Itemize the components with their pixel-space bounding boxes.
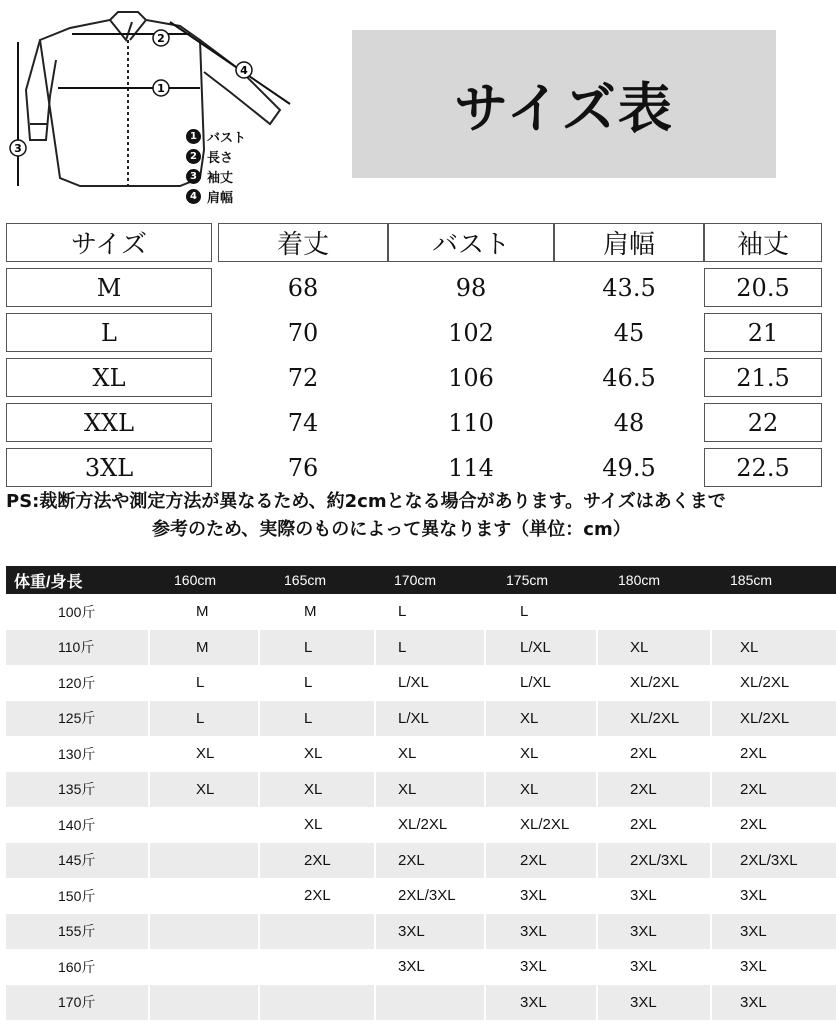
column-separator [258, 736, 260, 772]
weight-label: 170斤 [58, 994, 96, 1011]
weight-label: 130斤 [58, 745, 96, 762]
size-recommendation-cell: 2XL [740, 816, 767, 834]
legend-label: 肩幅 [207, 190, 234, 206]
size-recommendation-cell: 3XL [520, 922, 547, 940]
table-row [6, 263, 810, 308]
column-separator [710, 665, 712, 701]
corner-label: 体重/身長 [14, 573, 83, 591]
column-separator [148, 736, 150, 772]
column-separator [258, 665, 260, 701]
table-row [6, 878, 836, 914]
table-row [6, 985, 836, 1021]
column-separator [374, 665, 376, 701]
table-row [6, 772, 836, 808]
size-recommendation-cell: 3XL [520, 993, 547, 1011]
weight-label: 160斤 [58, 958, 96, 975]
weight-label: 125斤 [58, 710, 96, 727]
column-separator [374, 985, 376, 1021]
size-recommendation-cell: 2XL [630, 745, 657, 763]
size-table-header [6, 218, 810, 263]
size-recommendation-cell: L [398, 603, 407, 621]
wh-table-header [6, 566, 836, 594]
table-row [6, 843, 836, 879]
title-banner [352, 30, 776, 178]
header-cell: バスト [388, 223, 554, 262]
marker-3: 3 [14, 142, 22, 155]
table-row [6, 308, 810, 353]
size-recommendation-cell: 3XL [630, 993, 657, 1011]
size-recommendation-cell: XL/2XL [740, 709, 790, 727]
column-separator [596, 878, 598, 914]
size-recommendation-cell: XL [520, 709, 539, 727]
column-separator [596, 630, 598, 666]
size-recommendation-cell: 2XL [630, 780, 657, 798]
size-recommendation-cell: XL [196, 745, 215, 763]
column-separator [258, 949, 260, 985]
bust-cell: 98 [455, 273, 487, 302]
weight-label: 110斤 [58, 639, 95, 656]
size-recommendation-cell: 2XL [398, 851, 425, 869]
wh-table-body [6, 594, 836, 1020]
table-row [6, 949, 836, 985]
shoulder-cell: 46.5 [602, 363, 656, 392]
page-title: サイズ表 [454, 76, 674, 140]
table-row [6, 701, 836, 737]
weight-label: 100斤 [58, 603, 96, 620]
column-separator [374, 772, 376, 808]
size-recommendation-cell: XL [520, 780, 539, 798]
column-separator [484, 914, 486, 950]
size-recommendation-cell: 3XL [398, 958, 425, 976]
column-separator [484, 807, 486, 843]
column-separator [484, 843, 486, 879]
size-recommendation-cell: L [520, 603, 529, 621]
column-separator [258, 878, 260, 914]
size-recommendation-cell: L [196, 709, 205, 727]
legend-item [186, 126, 296, 146]
length-cell: 76 [287, 453, 319, 482]
weight-label: 140斤 [58, 816, 96, 833]
size-cell: M [6, 268, 212, 307]
size-recommendation-cell: 3XL [630, 922, 657, 940]
column-separator [374, 843, 376, 879]
column-separator [596, 843, 598, 879]
column-separator [484, 949, 486, 985]
table-row [6, 914, 836, 950]
legend-number: 3 [186, 169, 201, 184]
size-recommendation-cell: L [304, 674, 313, 692]
column-separator [148, 594, 150, 630]
column-separator [596, 985, 598, 1021]
column-separator [596, 736, 598, 772]
size-recommendation-cell: M [304, 603, 317, 621]
legend-item [186, 166, 296, 186]
weight-height-table [6, 566, 836, 1020]
bust-cell: 114 [448, 453, 494, 482]
column-separator [484, 701, 486, 737]
table-row [6, 594, 836, 630]
weight-label: 120斤 [58, 674, 96, 691]
column-separator [596, 701, 598, 737]
table-row [6, 736, 836, 772]
size-recommendation-cell: XL [196, 780, 215, 798]
marker-1: 1 [157, 82, 165, 95]
size-recommendation-cell: 3XL [740, 958, 767, 976]
marker-2: 2 [157, 32, 165, 45]
size-recommendation-cell: XL [520, 745, 539, 763]
size-recommendation-cell: 2XL/3XL [740, 851, 798, 869]
height-header: 170cm [394, 572, 437, 588]
size-recommendation-cell: L [304, 638, 313, 656]
size-recommendation-cell: 3XL [740, 922, 767, 940]
column-separator [374, 594, 376, 630]
column-separator [596, 594, 598, 630]
header-cell: 着丈 [218, 223, 388, 262]
column-separator [148, 843, 150, 879]
size-recommendation-cell: 2XL [304, 851, 331, 869]
shirt-body-outline [40, 12, 204, 186]
length-cell: 74 [287, 408, 319, 437]
size-recommendation-cell: 3XL [398, 922, 425, 940]
column-separator [374, 878, 376, 914]
sleeve-cell: 21 [704, 313, 822, 352]
table-row [6, 443, 810, 488]
size-recommendation-cell: XL [740, 638, 759, 656]
sleeve-cell: 22.5 [704, 448, 822, 487]
size-recommendation-cell: XL [304, 816, 323, 834]
legend-item [186, 146, 296, 166]
size-recommendation-cell: XL/2XL [630, 709, 680, 727]
legend-item [186, 186, 296, 206]
column-separator [258, 985, 260, 1021]
column-separator [148, 701, 150, 737]
legend-number: 2 [186, 149, 201, 164]
table-row [6, 398, 810, 443]
weight-label: 155斤 [58, 923, 96, 940]
column-separator [710, 807, 712, 843]
column-separator [596, 914, 598, 950]
column-separator [484, 985, 486, 1021]
column-separator [148, 985, 150, 1021]
size-recommendation-cell: L [304, 709, 313, 727]
size-recommendation-cell: 2XL [740, 745, 767, 763]
column-separator [374, 914, 376, 950]
column-separator [484, 665, 486, 701]
measurement-note [6, 488, 836, 544]
header-cell: 肩幅 [554, 223, 704, 262]
size-recommendation-cell: L/XL [520, 638, 551, 656]
column-separator [484, 736, 486, 772]
column-separator [596, 772, 598, 808]
column-separator [258, 594, 260, 630]
weight-label: 150斤 [58, 887, 96, 904]
column-separator [710, 914, 712, 950]
column-separator [258, 630, 260, 666]
column-separator [484, 594, 486, 630]
size-cell: XXL [6, 403, 212, 442]
size-recommendation-cell: L [398, 638, 407, 656]
size-recommendation-cell: XL [398, 745, 417, 763]
height-header: 175cm [506, 572, 549, 588]
shirt-collar [110, 20, 146, 40]
column-separator [374, 630, 376, 666]
column-separator [148, 772, 150, 808]
size-cell: L [6, 313, 212, 352]
size-recommendation-cell: XL/2XL [630, 674, 680, 692]
size-recommendation-cell: 2XL/3XL [630, 851, 688, 869]
weight-label: 135斤 [58, 781, 96, 798]
shoulder-cell: 45 [613, 318, 645, 347]
legend-label: 長さ [207, 150, 234, 166]
size-recommendation-cell: XL/2XL [398, 816, 448, 834]
size-recommendation-cell: 3XL [630, 958, 657, 976]
table-row [6, 353, 810, 398]
size-recommendation-cell: XL [630, 638, 649, 656]
legend-label: バスト [207, 130, 247, 146]
column-separator [374, 736, 376, 772]
column-separator [484, 878, 486, 914]
column-separator [710, 878, 712, 914]
size-recommendation-cell: M [196, 638, 209, 656]
size-recommendation-cell: 2XL [520, 851, 547, 869]
size-recommendation-cell: L/XL [520, 674, 551, 692]
column-separator [596, 949, 598, 985]
size-recommendation-cell: XL [304, 780, 323, 798]
legend-number: 1 [186, 129, 201, 144]
size-recommendation-cell: 3XL [630, 887, 657, 905]
column-separator [710, 630, 712, 666]
length-cell: 68 [287, 273, 319, 302]
column-separator [596, 807, 598, 843]
sleeve-cell: 22 [704, 403, 822, 442]
size-recommendation-cell: L/XL [398, 674, 429, 692]
column-separator [148, 665, 150, 701]
shirt-right-sleeve [200, 40, 280, 124]
length-cell: 70 [287, 318, 319, 347]
height-header: 165cm [284, 572, 327, 588]
size-recommendation-cell: 2XL/3XL [398, 887, 456, 905]
header-cell: 袖丈 [704, 223, 822, 262]
table-row [6, 807, 836, 843]
column-separator [710, 701, 712, 737]
column-separator [148, 630, 150, 666]
size-cell: 3XL [6, 448, 212, 487]
size-recommendation-cell: 2XL [630, 816, 657, 834]
shoulder-cell: 43.5 [602, 273, 656, 302]
size-recommendation-cell: 3XL [740, 887, 767, 905]
size-recommendation-cell: XL [398, 780, 417, 798]
column-separator [258, 807, 260, 843]
legend-label: 袖丈 [207, 170, 234, 186]
size-table [6, 218, 810, 488]
column-separator [710, 772, 712, 808]
column-separator [374, 949, 376, 985]
marker-4: 4 [240, 64, 248, 77]
size-recommendation-cell: XL [304, 745, 323, 763]
column-separator [258, 843, 260, 879]
column-separator [258, 701, 260, 737]
size-recommendation-cell: 3XL [740, 993, 767, 1011]
table-row [6, 630, 836, 666]
legend-number: 4 [186, 189, 201, 204]
height-header: 160cm [174, 572, 217, 588]
column-separator [710, 843, 712, 879]
table-row [6, 665, 836, 701]
bust-cell: 102 [448, 318, 494, 347]
column-separator [148, 914, 150, 950]
size-recommendation-cell: XL/2XL [520, 816, 570, 834]
size-recommendation-cell: 3XL [520, 887, 547, 905]
size-recommendation-cell: L/XL [398, 709, 429, 727]
size-cell: XL [6, 358, 212, 397]
height-header: 180cm [618, 572, 661, 588]
column-separator [148, 878, 150, 914]
size-recommendation-cell: 2XL [740, 780, 767, 798]
column-separator [710, 594, 712, 630]
measurement-legend [186, 126, 296, 206]
column-separator [484, 630, 486, 666]
header-cell: サイズ [6, 223, 212, 262]
sleeve-cell: 20.5 [704, 268, 822, 307]
column-separator [374, 807, 376, 843]
column-separator [258, 914, 260, 950]
column-separator [710, 949, 712, 985]
column-separator [710, 736, 712, 772]
size-recommendation-cell: 3XL [520, 958, 547, 976]
height-header: 185cm [730, 572, 773, 588]
sleeve-cell: 21.5 [704, 358, 822, 397]
size-recommendation-cell: XL/2XL [740, 674, 790, 692]
bust-cell: 106 [448, 363, 494, 392]
size-recommendation-cell: L [196, 674, 205, 692]
size-recommendation-cell: 2XL [304, 887, 331, 905]
column-separator [484, 772, 486, 808]
column-separator [596, 665, 598, 701]
length-cell: 72 [287, 363, 319, 392]
shoulder-cell: 49.5 [602, 453, 656, 482]
bust-cell: 110 [448, 408, 494, 437]
column-separator [374, 701, 376, 737]
column-separator [258, 772, 260, 808]
note-line-1: PS:裁断方法や測定方法が異なるため、約2cmとなる場合があります。サイズはあくまで [6, 491, 726, 512]
column-separator [148, 949, 150, 985]
column-separator [710, 985, 712, 1021]
size-recommendation-cell: M [196, 603, 209, 621]
weight-label: 145斤 [58, 852, 96, 869]
note-line-2: 参考のため、実際のものによって異なります（単位：cm） [152, 519, 631, 540]
column-separator [148, 807, 150, 843]
shoulder-cell: 48 [613, 408, 645, 437]
